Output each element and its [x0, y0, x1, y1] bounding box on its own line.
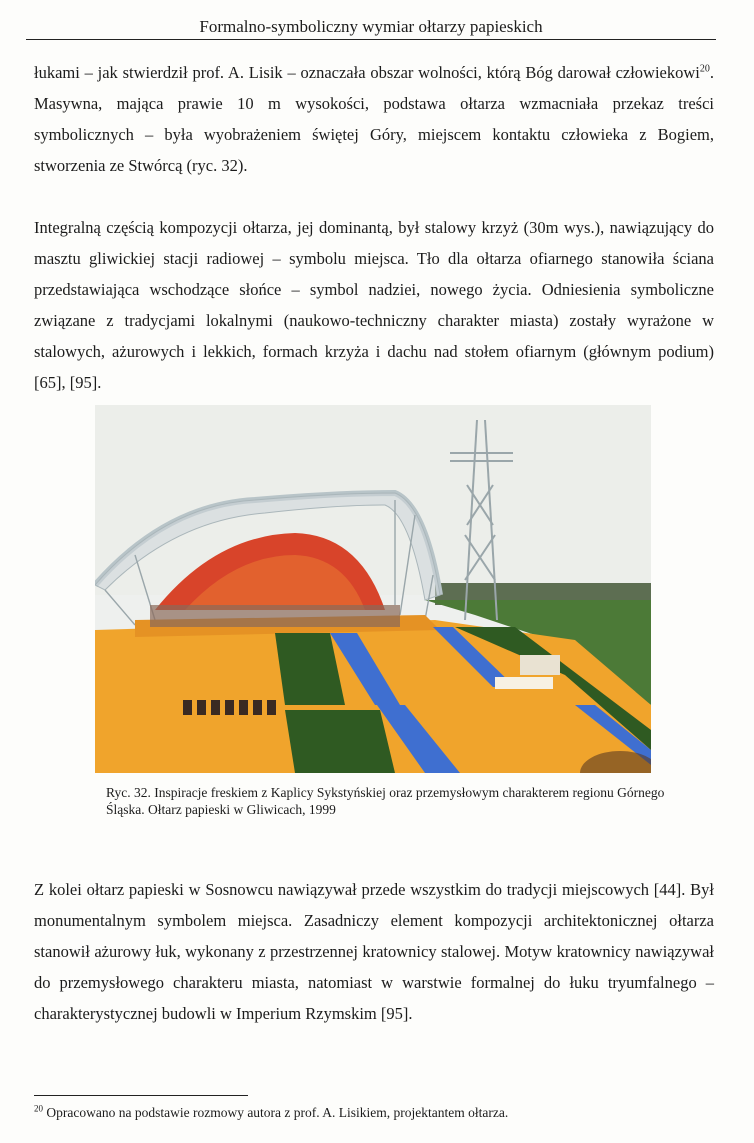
altar-figures — [520, 655, 560, 675]
altar-photo-illustration — [95, 405, 651, 773]
figure-caption: Ryc. 32. Inspiracje freskiem z Kaplicy Sykstyńskiej oraz przemysłowym charakterem regionu Górnego Śląska. Ołtarz papieski w Gliwicach, 1999 — [106, 785, 665, 817]
footnote-rule — [34, 1095, 248, 1096]
footnote-number: 20 — [34, 1103, 43, 1114]
header-rule — [26, 39, 716, 40]
footnote — [34, 1104, 714, 1121]
flower-bed-left-lower — [285, 710, 395, 773]
paragraph-1 — [34, 57, 714, 181]
paragraph-1-text-b: . Masywna, mająca prawie 10 m wysokości, podstawa ołtarza wzmacniała przekaz treści symbolicznych – była wyobrażeniem świętej Góry, miejscem kontaktu człowieka z Bogiem, stworzenia ze Stwórcą (ryc. 32). — [34, 63, 714, 175]
paragraph-2: Integralną częścią kompozycji ołtarza, jej dominantą, był stalowy krzyż (30m wys.), nawiązujący do masztu gliwickiej stacji radiowej – symbolu miejsca. Tło dla ołtarza ofiarnego stanowiła ściana przedstawiająca wschodzące słońce – symbol nadziei, nowego życia. Odniesienia symboliczne związane z tradycjami lokalnymi (naukowo-techniczny charakter miasta) zostały wyrażone w stalowych, ażurowych i lekkich, formach krzyża i dachu nad stołem ofiarnym (głównym podium) [65], [95]. — [34, 218, 714, 392]
paragraph-1-text-a: łukami – jak stwierdził prof. A. Lisik – oznaczała obszar wolności, którą Bóg darował człowiekowi — [34, 63, 700, 82]
running-title: Formalno-symboliczny wymiar ołtarzy papieskich — [199, 17, 543, 36]
clergy-group — [150, 605, 400, 627]
paragraph-3: Z kolei ołtarz papieski w Sosnowcu nawiązywał przede wszystkim do tradycji miejscowych [44]. Był monumentalnym symbolem miejsca. Zasadniczy element kompozycji architektonicznej ołtarza stanowił ażurowy łuk, wykonany z przestrzennej kratownicy stalowej. Motyw kratownicy nawiązywał do przemysłowego charakteru miasta, natomiast w warstwie formalnej do łuku tryumfalnego – charakterystycznej budowli w Imperium Rzymskim [95]. — [34, 880, 714, 1023]
footnote-text: Opracowano na podstawie rozmowy autora z prof. A. Lisikiem, projektantem ołtarza. — [46, 1105, 509, 1120]
footnote-reference: 20 — [699, 63, 710, 75]
altar-table — [495, 677, 553, 689]
altar-photograph — [95, 405, 651, 773]
